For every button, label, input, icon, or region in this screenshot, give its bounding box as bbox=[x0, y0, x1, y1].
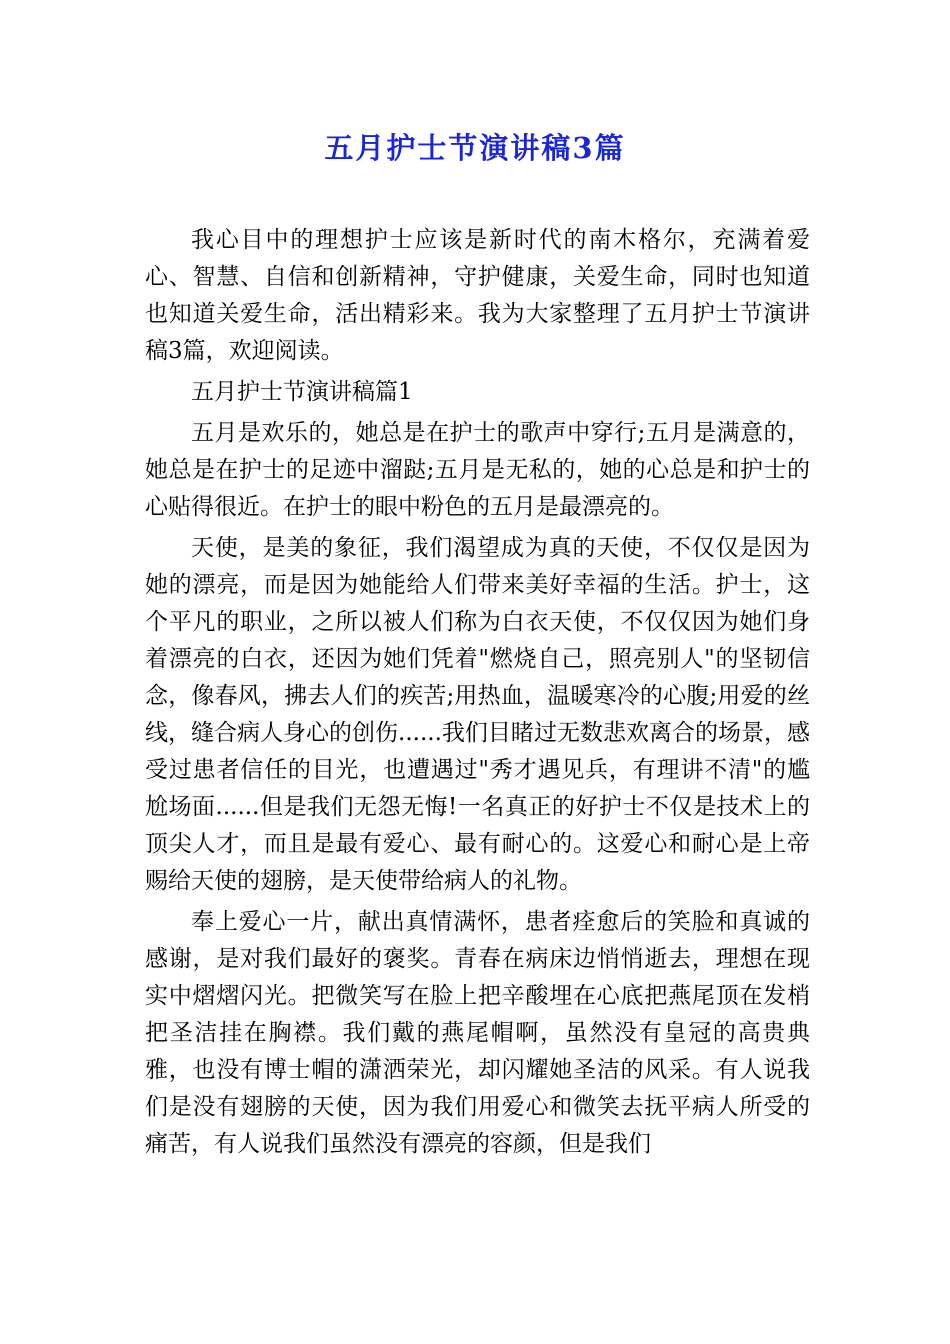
section-heading: 五月护士节演讲稿篇1 bbox=[191, 379, 413, 405]
body-paragraph: 五月是欢乐的，她总是在护士的歌声中穿行;五月是满意的，她总是在护士的足迹中溜跶;五月是无私的，她的心总是和护士的心贴得很近。在护士的眼中粉色的五月是最漂亮的。 bbox=[145, 420, 810, 520]
intro-paragraph: 我心目中的理想护士应该是新时代的南木格尔，充满着爱心、智慧、自信和创新精神，守护健康，关爱生命，同时也知道也知道关爱生命，活出精彩来。我为大家整理了五月护士节演讲稿3篇，欢迎阅读。 bbox=[145, 227, 810, 364]
document-body bbox=[145, 222, 810, 1167]
body-paragraph: 奉上爱心一片，献出真情满怀，患者痊愈后的笑脸和真诚的感谢，是对我们最好的褒奖。青春在病床边悄悄逝去，理想在现实中熠熠闪光。把微笑写在脸上把辛酸埋在心底把燕尾顶在发梢把圣洁挂在胸襟。我们戴的燕尾帽啊，虽然没有皇冠的高贵典雅，也没有博士帽的潇洒荣光，却闪耀她圣洁的风采。有人说我们是没有翅膀的天使，因为我们用爱心和微笑去抚平病人所受的痛苦，有人说我们虽然没有漂亮的容颜，但是我们 bbox=[145, 909, 810, 1157]
document-title: 五月护士节演讲稿3篇 bbox=[324, 131, 626, 165]
body-paragraph: 天使，是美的象征，我们渴望成为真的天使，不仅仅是因为她的漂亮，而是因为她能给人们带来美好幸福的生活。护士，这个平凡的职业，之所以被人们称为白衣天使，不仅仅因为她们身着漂亮的白衣，还因为她们凭着"燃烧自己，照亮别人"的坚韧信念，像春风，拂去人们的疾苦;用热血，温暖寒冷的心腹;用爱的丝线，缝合病人身心的创伤......我们目睹过无数悲欢离合的场景，感受过患者信任的目光，也遭遇过"秀才遇见兵，有理讲不清"的尴尬场面......但是我们无怨无悔!一名真正的好护士不仅是技术上的顶尖人才，而且是最有爱心、最有耐心的。这爱心和耐心是上帝赐给天使的翅膀，是天使带给病人的礼物。 bbox=[145, 535, 810, 894]
